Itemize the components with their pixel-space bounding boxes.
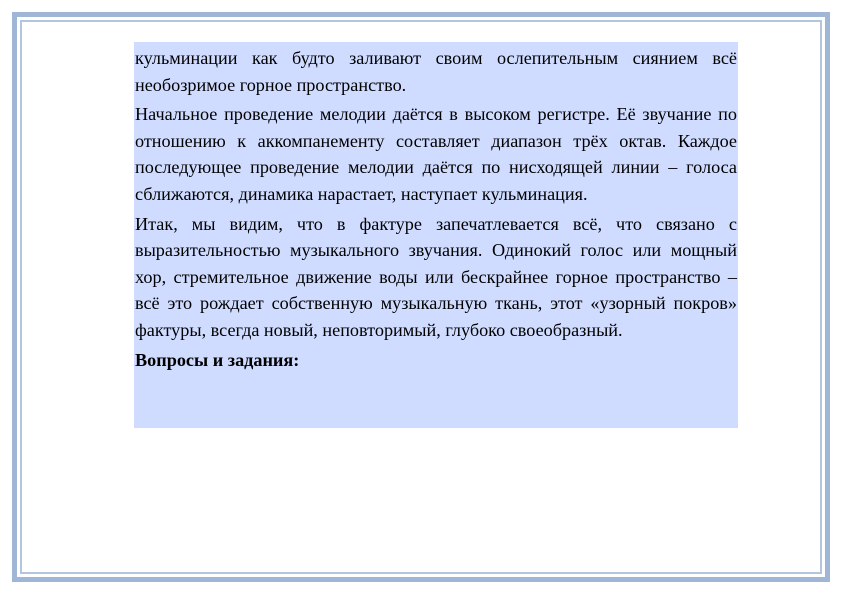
paragraph-texture-summary: Итак, мы видим, что в фактуре запечатлевается всё, что связано с выразительностью музыкального звучания. Одинокий голос или мощный хор, стремительное движение воды или бескрайнее горное пространство – всё это рождает собственную музыкальную ткань, этот «узорный покров» фактуры, всегда новый, неповторимый, глубоко своеобразный. xyxy=(135,213,737,340)
paragraph-melody-register: Начальное проведение мелодии даётся в высоком регистре. Её звучание по отношению к аккомпанементу составляет диапазон трёх октав. Каждое последующее проведение мелодии даётся по нисходящей линии – голоса сближаются, динамика нарастает, наступает кульминация. xyxy=(135,104,737,204)
highlighted-text-block xyxy=(134,42,738,428)
paragraph-continuation: кульминации как будто заливают своим ослепительным сиянием всё необозримое горное пространство. xyxy=(135,48,737,95)
section-heading-questions: Вопросы и задания: xyxy=(135,349,300,370)
